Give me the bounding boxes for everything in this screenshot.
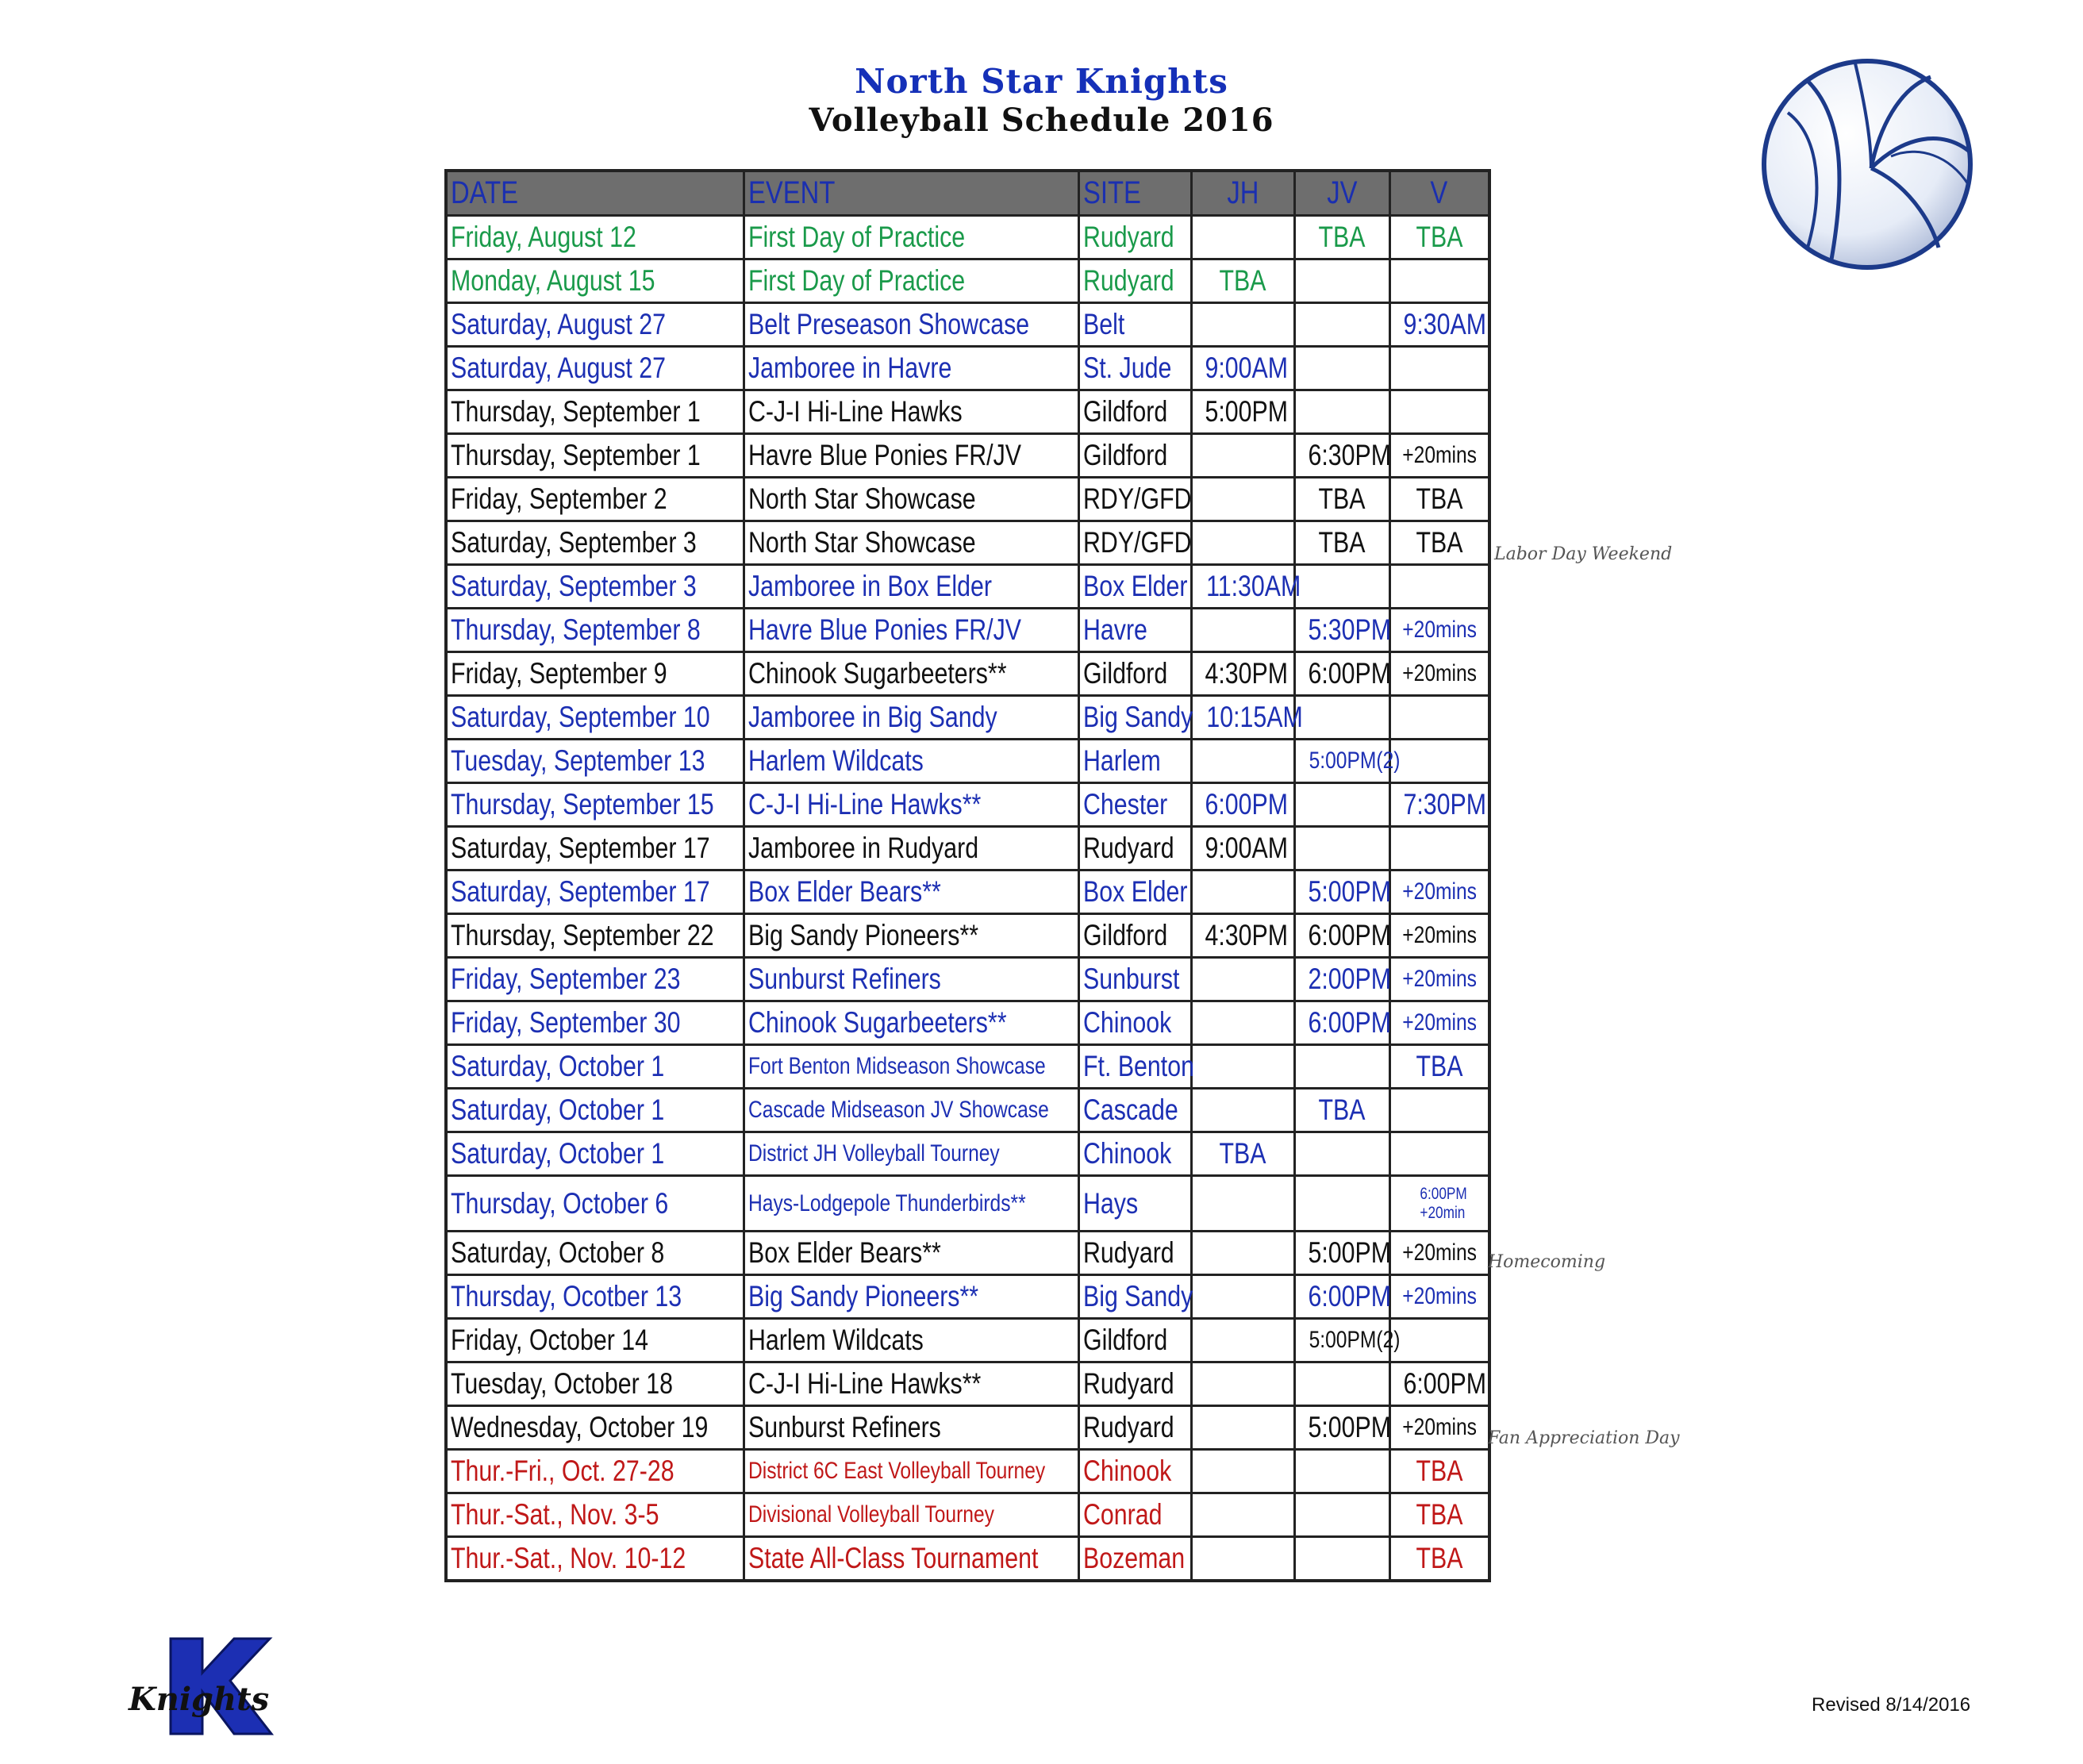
cell-date: Saturday, October 1 xyxy=(446,1089,744,1132)
table-row xyxy=(446,434,1489,478)
cell-event: Jamboree in Rudyard xyxy=(744,827,1078,870)
cell-date: Friday, September 30 xyxy=(446,1001,744,1045)
col-header-v: V xyxy=(1389,171,1489,216)
cell-date: Thursday, October 6 xyxy=(446,1176,744,1232)
cell-site: Rudyard xyxy=(1078,259,1191,303)
cell-site: Rudyard xyxy=(1078,1406,1191,1450)
cell-v xyxy=(1389,565,1489,609)
cell-v xyxy=(1389,347,1489,390)
cell-date: Saturday, October 1 xyxy=(446,1132,744,1176)
cell-v: +20mins xyxy=(1389,870,1489,914)
cell-site: Belt xyxy=(1078,303,1191,347)
cell-site: Chester xyxy=(1078,783,1191,827)
page-subtitle: Volleyball Schedule 2016 xyxy=(809,102,1274,139)
cell-date: Thursday, September 22 xyxy=(446,914,744,958)
cell-jv xyxy=(1294,565,1389,609)
cell-event: Havre Blue Ponies FR/JV xyxy=(744,609,1078,652)
cell-event: Big Sandy Pioneers** xyxy=(744,914,1078,958)
cell-v xyxy=(1389,1089,1489,1132)
table-row xyxy=(446,609,1489,652)
cell-site: Gildford xyxy=(1078,434,1191,478)
cell-jh xyxy=(1191,521,1294,565)
table-row xyxy=(446,1232,1489,1275)
cell-site: Havre xyxy=(1078,609,1191,652)
cell-jv: 2:00PM xyxy=(1294,958,1389,1001)
cell-v xyxy=(1389,1319,1489,1362)
cell-v: TBA xyxy=(1389,1045,1489,1089)
page-title: North Star Knights xyxy=(855,62,1228,101)
cell-date: Saturday, September 17 xyxy=(446,870,744,914)
cell-jv: TBA xyxy=(1294,1089,1389,1132)
cell-jh xyxy=(1191,609,1294,652)
table-row xyxy=(446,1001,1489,1045)
table-row xyxy=(446,696,1489,740)
table-row xyxy=(446,1493,1489,1537)
cell-jh: 6:00PM xyxy=(1191,783,1294,827)
cell-site: Gildford xyxy=(1078,1319,1191,1362)
cell-jv xyxy=(1294,1362,1389,1406)
cell-site: Gildford xyxy=(1078,390,1191,434)
table-row xyxy=(446,1319,1489,1362)
cell-date: Saturday, October 8 xyxy=(446,1232,744,1275)
table-row xyxy=(446,1450,1489,1493)
cell-jh xyxy=(1191,1045,1294,1089)
cell-event: North Star Showcase xyxy=(744,478,1078,521)
revised-date: Revised 8/14/2016 xyxy=(1812,1694,1971,1716)
cell-event: Divisional Volleyball Tourney xyxy=(744,1493,1078,1537)
cell-event: Box Elder Bears** xyxy=(744,870,1078,914)
cell-date: Thur.-Sat., Nov. 3-5 xyxy=(446,1493,744,1537)
cell-v: +20mins xyxy=(1389,1001,1489,1045)
cell-v: +20mins xyxy=(1389,652,1489,696)
cell-jv xyxy=(1294,1176,1389,1232)
cell-jh: 11:30AM xyxy=(1191,565,1294,609)
cell-event: Chinook Sugarbeeters** xyxy=(744,652,1078,696)
table-row xyxy=(446,1406,1489,1450)
cell-date: Friday, September 23 xyxy=(446,958,744,1001)
table-row xyxy=(446,565,1489,609)
table-row xyxy=(446,521,1489,565)
cell-jh xyxy=(1191,1493,1294,1537)
cell-event: Big Sandy Pioneers** xyxy=(744,1275,1078,1319)
cell-jv: 6:00PM xyxy=(1294,1275,1389,1319)
cell-date: Thursday, September 8 xyxy=(446,609,744,652)
cell-jv xyxy=(1294,347,1389,390)
table-row xyxy=(446,652,1489,696)
cell-date: Thur.-Sat., Nov. 10-12 xyxy=(446,1537,744,1581)
cell-jh: 4:30PM xyxy=(1191,652,1294,696)
cell-v: TBA xyxy=(1389,478,1489,521)
cell-jv xyxy=(1294,1450,1389,1493)
table-row xyxy=(446,783,1489,827)
note-homecoming: Homecoming xyxy=(1488,1252,1606,1272)
cell-date: Thursday, Ocotber 13 xyxy=(446,1275,744,1319)
cell-v: +20mins xyxy=(1389,914,1489,958)
cell-jh xyxy=(1191,1362,1294,1406)
cell-event: North Star Showcase xyxy=(744,521,1078,565)
cell-event: Box Elder Bears** xyxy=(744,1232,1078,1275)
table-row xyxy=(446,390,1489,434)
cell-site: Sunburst xyxy=(1078,958,1191,1001)
col-header-jh: JH xyxy=(1191,171,1294,216)
cell-v xyxy=(1389,259,1489,303)
cell-site: Big Sandy xyxy=(1078,1275,1191,1319)
table-row xyxy=(446,827,1489,870)
cell-site: Hays xyxy=(1078,1176,1191,1232)
cell-event: Fort Benton Midseason Showcase xyxy=(744,1045,1078,1089)
cell-site: Bozeman xyxy=(1078,1537,1191,1581)
table-row xyxy=(446,1176,1489,1232)
cell-event: C-J-I Hi-Line Hawks** xyxy=(744,783,1078,827)
cell-date: Wednesday, October 19 xyxy=(446,1406,744,1450)
cell-site: RDY/GFD xyxy=(1078,478,1191,521)
col-header-jv: JV xyxy=(1294,171,1389,216)
cell-v: TBA xyxy=(1389,216,1489,259)
cell-site: Gildford xyxy=(1078,652,1191,696)
cell-date: Saturday, September 10 xyxy=(446,696,744,740)
cell-date: Saturday, September 17 xyxy=(446,827,744,870)
table-header-row xyxy=(446,171,1489,216)
cell-event: District 6C East Volleyball Tourney xyxy=(744,1450,1078,1493)
cell-date: Saturday, August 27 xyxy=(446,347,744,390)
cell-site: Rudyard xyxy=(1078,1232,1191,1275)
cell-v: 6:00PM +20min xyxy=(1389,1176,1489,1232)
cell-v xyxy=(1389,696,1489,740)
cell-date: Saturday, September 3 xyxy=(446,565,744,609)
col-header-site: SITE xyxy=(1078,171,1191,216)
table-row xyxy=(446,347,1489,390)
cell-jh xyxy=(1191,216,1294,259)
cell-date: Friday, September 9 xyxy=(446,652,744,696)
cell-v: TBA xyxy=(1389,1493,1489,1537)
cell-v: +20mins xyxy=(1389,434,1489,478)
cell-date: Friday, October 14 xyxy=(446,1319,744,1362)
cell-jh: 10:15AM xyxy=(1191,696,1294,740)
table-row xyxy=(446,1089,1489,1132)
cell-jv: TBA xyxy=(1294,478,1389,521)
cell-v: +20mins xyxy=(1389,1275,1489,1319)
cell-event: Cascade Midseason JV Showcase xyxy=(744,1089,1078,1132)
cell-jh xyxy=(1191,1406,1294,1450)
cell-jv: 5:00PM(2) xyxy=(1294,1319,1389,1362)
cell-jv xyxy=(1294,259,1389,303)
cell-event: Hays-Lodgepole Thunderbirds** xyxy=(744,1176,1078,1232)
cell-date: Thursday, September 1 xyxy=(446,390,744,434)
cell-jh xyxy=(1191,1319,1294,1362)
cell-event: Jamboree in Big Sandy xyxy=(744,696,1078,740)
cell-site: Chinook xyxy=(1078,1001,1191,1045)
cell-jv xyxy=(1294,783,1389,827)
cell-jh xyxy=(1191,1089,1294,1132)
cell-jh xyxy=(1191,434,1294,478)
cell-v xyxy=(1389,1132,1489,1176)
cell-jv: 5:00PM xyxy=(1294,1232,1389,1275)
cell-jv xyxy=(1294,1537,1389,1581)
table-row xyxy=(446,1132,1489,1176)
cell-event: Chinook Sugarbeeters** xyxy=(744,1001,1078,1045)
cell-v xyxy=(1389,827,1489,870)
cell-jh: 5:00PM xyxy=(1191,390,1294,434)
cell-event: Sunburst Refiners xyxy=(744,958,1078,1001)
cell-v: TBA xyxy=(1389,1450,1489,1493)
cell-site: Conrad xyxy=(1078,1493,1191,1537)
cell-jv: TBA xyxy=(1294,216,1389,259)
cell-event: Jamboree in Havre xyxy=(744,347,1078,390)
cell-site: Rudyard xyxy=(1078,827,1191,870)
cell-date: Thursday, September 15 xyxy=(446,783,744,827)
cell-jh xyxy=(1191,870,1294,914)
cell-date: Friday, September 2 xyxy=(446,478,744,521)
cell-event: First Day of Practice xyxy=(744,216,1078,259)
cell-site: St. Jude xyxy=(1078,347,1191,390)
cell-jv xyxy=(1294,390,1389,434)
cell-jv: 5:00PM xyxy=(1294,1406,1389,1450)
cell-jv: 5:00PM xyxy=(1294,870,1389,914)
cell-date: Tuesday, September 13 xyxy=(446,740,744,783)
cell-site: Big Sandy xyxy=(1078,696,1191,740)
cell-jh xyxy=(1191,478,1294,521)
cell-jh xyxy=(1191,1450,1294,1493)
cell-event: Jamboree in Box Elder xyxy=(744,565,1078,609)
table-row xyxy=(446,1537,1489,1581)
cell-v: TBA xyxy=(1389,521,1489,565)
cell-jv: TBA xyxy=(1294,521,1389,565)
cell-v: +20mins xyxy=(1389,1232,1489,1275)
schedule-table xyxy=(444,169,1491,1582)
cell-event: Harlem Wildcats xyxy=(744,1319,1078,1362)
col-header-date: DATE xyxy=(446,171,744,216)
cell-jv xyxy=(1294,1045,1389,1089)
cell-event: Harlem Wildcats xyxy=(744,740,1078,783)
cell-event: District JH Volleyball Tourney xyxy=(744,1132,1078,1176)
cell-jv xyxy=(1294,1132,1389,1176)
cell-site: Chinook xyxy=(1078,1450,1191,1493)
cell-v: 6:00PM xyxy=(1389,1362,1489,1406)
cell-jh xyxy=(1191,958,1294,1001)
cell-date: Saturday, August 27 xyxy=(446,303,744,347)
cell-jh xyxy=(1191,1275,1294,1319)
table-row xyxy=(446,478,1489,521)
cell-jv xyxy=(1294,696,1389,740)
cell-v: 9:30AM xyxy=(1389,303,1489,347)
cell-date: Tuesday, October 18 xyxy=(446,1362,744,1406)
cell-jh xyxy=(1191,1537,1294,1581)
cell-event: C-J-I Hi-Line Hawks xyxy=(744,390,1078,434)
cell-site: Rudyard xyxy=(1078,216,1191,259)
table-row xyxy=(446,1275,1489,1319)
cell-v: +20mins xyxy=(1389,1406,1489,1450)
col-header-event: EVENT xyxy=(744,171,1078,216)
cell-site: Rudyard xyxy=(1078,1362,1191,1406)
cell-event: Belt Preseason Showcase xyxy=(744,303,1078,347)
table-row xyxy=(446,216,1489,259)
cell-v: +20mins xyxy=(1389,958,1489,1001)
cell-jv: 6:00PM xyxy=(1294,652,1389,696)
cell-site: Harlem xyxy=(1078,740,1191,783)
cell-jh xyxy=(1191,1232,1294,1275)
note-labor-day: Labor Day Weekend xyxy=(1494,544,1673,564)
cell-event: State All-Class Tournament xyxy=(744,1537,1078,1581)
table-row xyxy=(446,740,1489,783)
cell-event: Havre Blue Ponies FR/JV xyxy=(744,434,1078,478)
note-fan-appreciation: Fan Appreciation Day xyxy=(1488,1428,1680,1448)
cell-jv: 5:00PM(2) xyxy=(1294,740,1389,783)
cell-v: TBA xyxy=(1389,1537,1489,1581)
cell-jv xyxy=(1294,303,1389,347)
cell-site: Cascade xyxy=(1078,1089,1191,1132)
cell-site: Box Elder xyxy=(1078,565,1191,609)
cell-site: Gildford xyxy=(1078,914,1191,958)
cell-jv xyxy=(1294,1493,1389,1537)
cell-v: 7:30PM xyxy=(1389,783,1489,827)
cell-date: Saturday, October 1 xyxy=(446,1045,744,1089)
cell-date: Thur.-Fri., Oct. 27-28 xyxy=(446,1450,744,1493)
table-row xyxy=(446,303,1489,347)
cell-jv: 6:30PM xyxy=(1294,434,1389,478)
cell-site: Chinook xyxy=(1078,1132,1191,1176)
knights-logo-icon xyxy=(127,1635,286,1738)
cell-v xyxy=(1389,740,1489,783)
cell-jh xyxy=(1191,1001,1294,1045)
cell-date: Saturday, September 3 xyxy=(446,521,744,565)
cell-site: Box Elder xyxy=(1078,870,1191,914)
cell-jh: 9:00AM xyxy=(1191,347,1294,390)
cell-v xyxy=(1389,390,1489,434)
cell-jh xyxy=(1191,1176,1294,1232)
cell-jv: 6:00PM xyxy=(1294,914,1389,958)
table-row xyxy=(446,1045,1489,1089)
cell-jh: 4:30PM xyxy=(1191,914,1294,958)
cell-event: Sunburst Refiners xyxy=(744,1406,1078,1450)
cell-date: Thursday, September 1 xyxy=(446,434,744,478)
cell-jv: 5:30PM xyxy=(1294,609,1389,652)
cell-date: Monday, August 15 xyxy=(446,259,744,303)
logo-text: Knights xyxy=(129,1681,270,1718)
cell-jh xyxy=(1191,303,1294,347)
volleyball-icon xyxy=(1760,57,1974,271)
cell-jh: 9:00AM xyxy=(1191,827,1294,870)
cell-jv: 6:00PM xyxy=(1294,1001,1389,1045)
cell-site: RDY/GFD xyxy=(1078,521,1191,565)
cell-jh: TBA xyxy=(1191,259,1294,303)
cell-event: C-J-I Hi-Line Hawks** xyxy=(744,1362,1078,1406)
cell-site: Ft. Benton xyxy=(1078,1045,1191,1089)
table-row xyxy=(446,914,1489,958)
cell-date: Friday, August 12 xyxy=(446,216,744,259)
table-row xyxy=(446,870,1489,914)
cell-jv xyxy=(1294,827,1389,870)
cell-v: +20mins xyxy=(1389,609,1489,652)
cell-jh: TBA xyxy=(1191,1132,1294,1176)
table-row xyxy=(446,259,1489,303)
cell-event: First Day of Practice xyxy=(744,259,1078,303)
cell-jh xyxy=(1191,740,1294,783)
table-row xyxy=(446,958,1489,1001)
table-row xyxy=(446,1362,1489,1406)
